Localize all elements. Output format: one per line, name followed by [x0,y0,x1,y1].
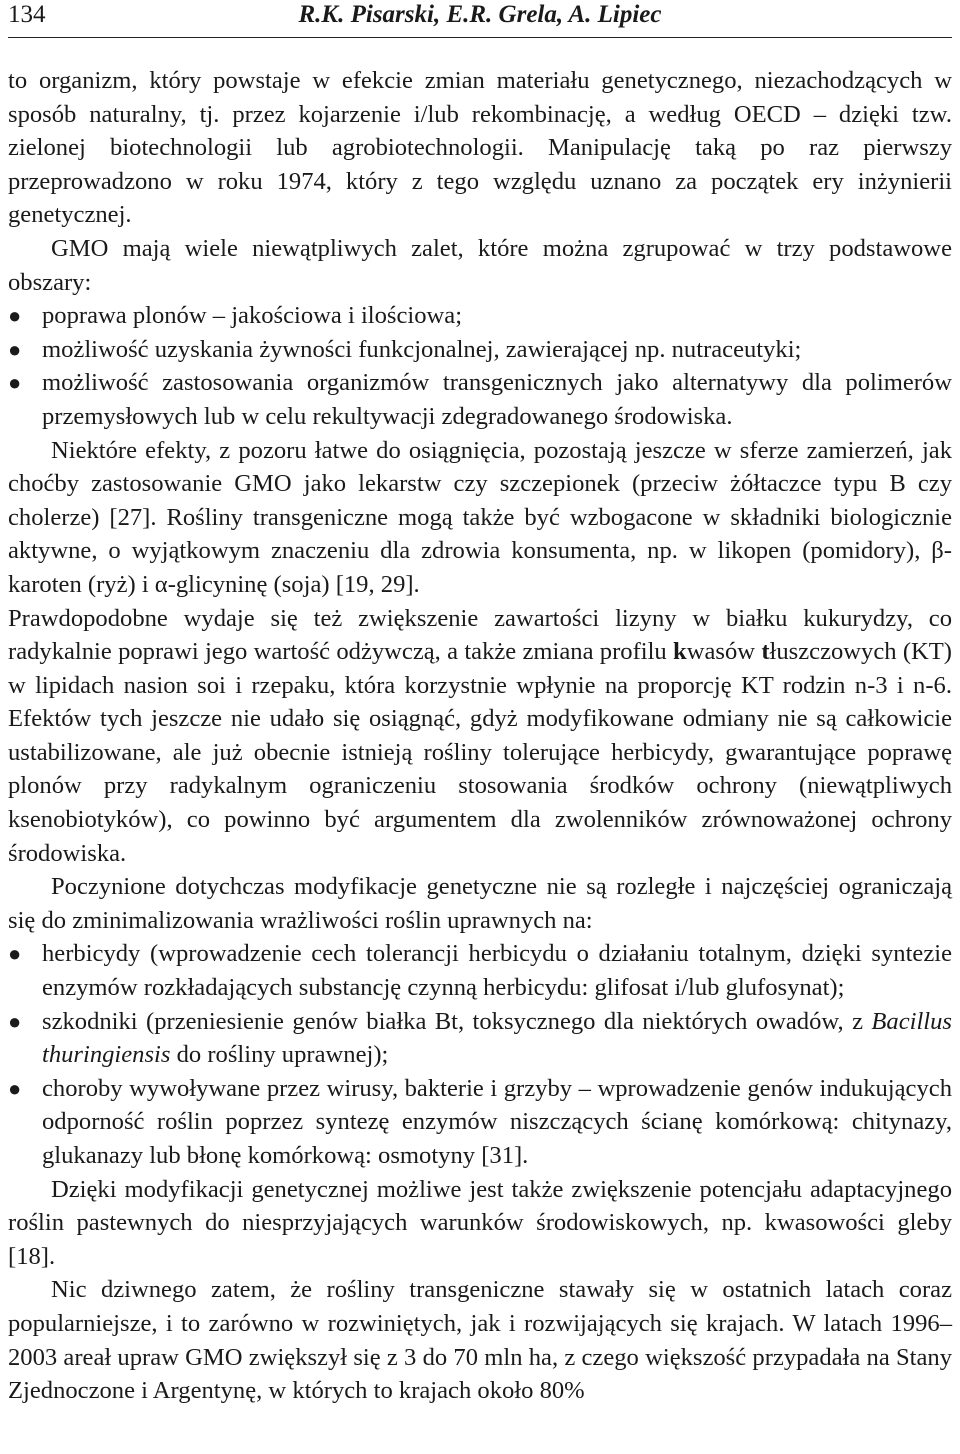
bullet-icon: ● [8,1075,22,1101]
modifications-list [8,937,952,1172]
running-header-authors: R.K. Pisarski, E.R. Grela, A. Lipiec [298,1,662,28]
bold-letter: k [673,638,687,666]
list-item [8,937,952,1004]
bullet-icon: ● [8,941,22,967]
article-body [8,64,952,1408]
paragraph-3-part-c: łuszczowych (KT) w lipidach nasion soi i rzepaku, która korzystnie wpłynie na proporcję KT rodzin n-3 i n-6. Efektów tych jeszcze nie udało się osiągnąć, gdyż modyfikowane odmiany nie są całkowicie ustabilizowane, ale już obecnie istnieją rośliny tolerujące herbicydy, gwarantujące poprawę plonów przy radykalnym ograniczeniu stosowania środków ochrony (niewątpliwych ksenobiotyków), co powinno być argumentem dla zwolenników zrównoważonej ochrony środowiska. [8,638,953,867]
bullet-icon: ● [8,303,22,329]
paragraph-4: Poczynione dotychczas modyfikacje genetyczne nie są rozległe i najczęściej ograniczają się do zminimalizowania wrażliwości roślin uprawnych na: [8,873,952,934]
paragraph-3-part-b: Prawdopodobne wydaje się też zwiększenie zawartości lizyny w białku kukurydzy, co radykalnie poprawi jego wartość odżywczą, a także zmiana profilu [8,604,952,666]
list-item [8,1005,952,1072]
list-item [8,299,952,333]
list-item-text: do rośliny uprawnej); [170,1041,389,1069]
paragraph-1: to organizm, który powstaje w efekcie zmian materiału genetycznego, niezachodzących w sposób naturalny, tj. przez kojarzenie i/lub rekombinację, a według OECD – dzięki tzw. zielonej biotechnologii lub agrobiotechnologii. Manipulację taką po raz pierwszy przeprowadzono w roku 1974, który z tego względu uznano za początek ery inżynierii genetycznej. [8,67,952,229]
paragraph-6: Nic dziwnego zatem, że rośliny transgeniczne stawały się w ostatnich latach coraz popularniejsze, i to zarówno w rozwiniętych, jak i rozwijających się krajach. W latach 1996–2003 areał upraw GMO zwiększył się z 3 do 70 mln ha, z czego większość przypadała na Stany Zjednoczone i Argentynę, w których to krajach około 80% [8,1276,952,1405]
paragraph-3 [8,434,952,871]
bullet-icon: ● [8,370,22,396]
species-name: Bacillus thuringiensis [42,1007,952,1069]
bold-letter: t [761,638,770,666]
bullet-icon: ● [8,1008,22,1034]
paragraph-5: Dzięki modyfikacji genetycznej możliwe jest także zwiększenie potencjału adaptacyjnego roślin pastewnych do niesprzyjających warunków środowiskowych, np. kwasowości gleby [18]. [8,1175,952,1270]
list-item-text: choroby wywoływane przez wirusy, bakterie i grzyby – wprowadzenie genów indukujących odporność roślin poprzez syntezę enzymów niszczących ścianę komórkową: chitynazy, glukanazy lub błonę komórkową: osmotyny [31]. [42,1074,952,1169]
list-item [8,1072,952,1173]
list-item-text: poprawa plonów – jakościowa i ilościowa; [42,302,463,330]
list-item-text: możliwość uzyskania żywności funkcjonalnej, zawierającej np. nutraceutyki; [42,335,802,363]
list-item-text: szkodniki (przeniesienie genów białka Bt, toksycznego dla niektórych owadów, z [42,1007,872,1035]
paragraph-3-mid: wasów [686,638,762,666]
list-item-text: herbicydy (wprowadzenie cech tolerancji herbicydu o działaniu totalnym, dzięki syntezie enzymów rozkładających substancję czynną herbicydu: glifosat i/lub glufosynat); [42,940,952,1002]
page-number: 134 [8,1,46,28]
list-item [8,333,952,367]
header-rule [8,37,952,38]
list-item [8,366,952,433]
advantages-list [8,299,952,433]
paragraph-3-part-a: Niektóre efekty, z pozoru łatwe do osiągnięcia, pozostają jeszcze w sferze zamierzeń, jak choćby zastosowanie GMO jako lekarstw czy szczepionek (przeciw żółtaczce typu B czy cholerze) [27]. Rośliny transgeniczne mogą także być wzbogacone w składniki biologicznie aktywne, o wyjątkowym znaczeniu dla zdrowia konsumenta, np. w likopen (pomidory), β-karoten (ryż) i α-glicyninę (soja) [19, 29]. [8,436,952,598]
running-header [8,0,952,30]
bullet-icon: ● [8,336,22,362]
list-item-text: możliwość zastosowania organizmów transgenicznych jako alternatywy dla polimerów przemysłowych lub w celu rekultywacji zdegradowanego środowiska. [42,369,952,430]
paragraph-2: GMO mają wiele niewątpliwych zalet, które można zgrupować w trzy podstawowe obszary: [8,234,952,296]
